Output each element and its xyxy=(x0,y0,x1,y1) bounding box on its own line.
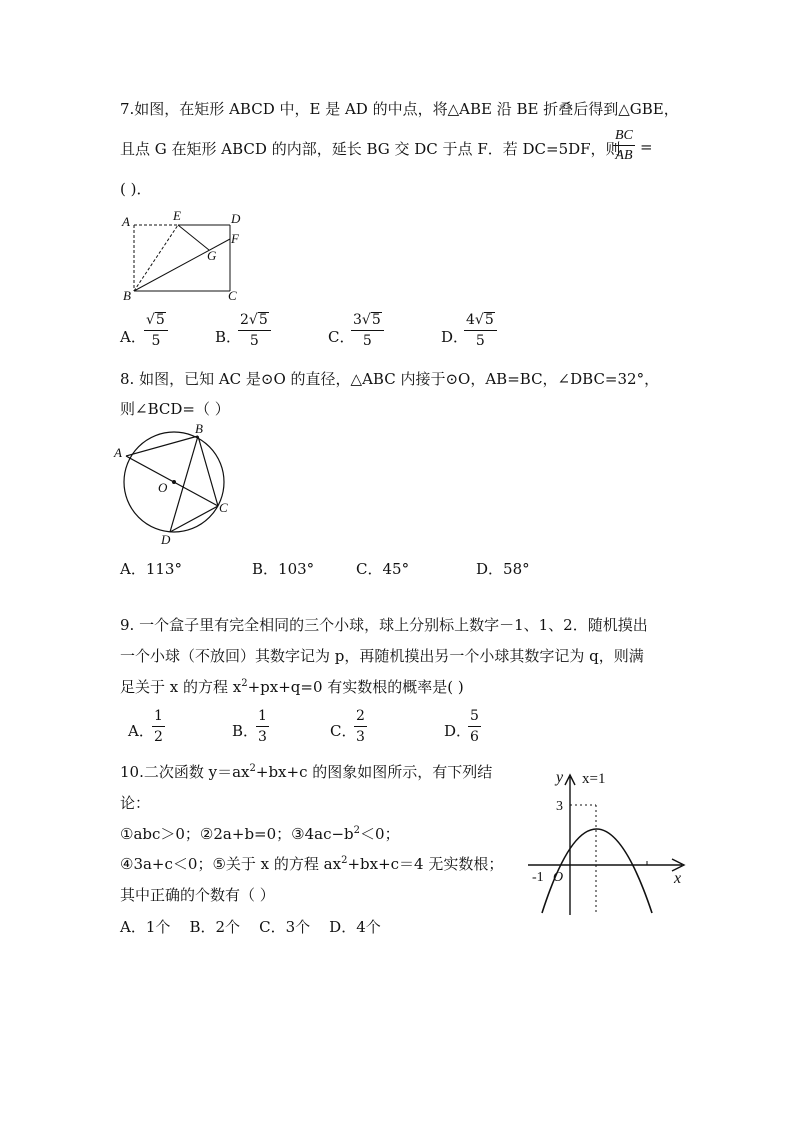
q8-line1: 8. 如图，已知 AC 是⊙O 的直径，△ABC 内接于⊙O，AB=BC，∠DBC=32°， xyxy=(120,370,660,388)
q7-b-den: 5 xyxy=(249,333,259,349)
q9-line1: 9. 一个盒子里有完全相同的三个小球，球上分别标上数字－1、1、2．随机摸出 xyxy=(120,616,648,634)
q8-line-AC xyxy=(126,456,218,506)
q9-option-a-label: A． xyxy=(128,722,154,740)
q7-b-coef: 2 xyxy=(240,312,249,328)
q9-line3-sup: 2 xyxy=(241,678,248,689)
q7-label-D: D xyxy=(231,211,241,226)
q7-option-a-value: $\frac{√5}{5}$ xyxy=(144,312,168,350)
q8-center-dot xyxy=(172,480,176,484)
q7-frac-den: AB xyxy=(615,148,633,163)
q7-a-den: 5 xyxy=(151,333,161,349)
q7-option-a-label: A． xyxy=(120,328,146,346)
q7-label-G: G xyxy=(207,248,217,263)
q7-option-c-label: C． xyxy=(328,328,355,346)
q8-label-C: C xyxy=(219,500,228,515)
q10-label-axis-eq: x=1 xyxy=(582,771,606,787)
q9-c-num: 2 xyxy=(354,708,367,727)
q10-line2: 论： xyxy=(120,794,151,812)
q9-c-den: 3 xyxy=(356,729,365,745)
q7-figure xyxy=(118,205,248,305)
q7-label-B: B xyxy=(123,288,131,303)
q8-option-d[interactable]: D．58° xyxy=(476,560,530,578)
q8-line-BC xyxy=(198,436,218,506)
q10-label-x: x xyxy=(674,870,682,887)
q9-d-num: 5 xyxy=(468,708,481,727)
q9-option-d-label: D． xyxy=(444,722,472,740)
q10-line1-sup: 2 xyxy=(249,763,256,774)
q8-option-c[interactable]: C．45° xyxy=(356,560,410,578)
q10-line1-a: 10.二次函数 y＝ax xyxy=(120,763,250,781)
q9-a-den: 2 xyxy=(154,729,163,745)
q7-a-radicand: 5 xyxy=(155,312,165,328)
q9-b-den: 3 xyxy=(258,729,267,745)
q8-label-O: O xyxy=(158,480,168,495)
q9-option-b-label: B． xyxy=(232,722,259,740)
q7-line-BE xyxy=(134,225,178,291)
q9-line3-b: +px+q=0 有实数根的概率是( ) xyxy=(247,678,464,696)
q10-label-origin: O xyxy=(553,870,564,885)
q7-line2-text: 且点 G 在矩形 ABCD 的内部，延长 BG 交 DC 于点 F．若 DC=5DF，则 xyxy=(120,140,621,158)
q7-equals: = xyxy=(640,138,653,156)
q7-line2 xyxy=(120,138,621,159)
q7-option-b-value: $\frac{2√5}{5}$ xyxy=(238,312,271,350)
q7-label-E: E xyxy=(173,208,181,223)
q7-c-den: 5 xyxy=(362,333,372,349)
q9-option-d-value xyxy=(468,708,481,746)
q7-d-coef: 4 xyxy=(466,312,475,328)
q10-label-y: y xyxy=(556,769,564,786)
q8-label-A: A xyxy=(114,445,122,460)
q9-option-c-label: C． xyxy=(330,722,357,740)
q10-options[interactable]: A．1个 B．2个 C．3个 D．4个 xyxy=(120,918,381,936)
q7-label-F: F xyxy=(231,231,239,246)
q10-line3 xyxy=(120,823,400,844)
q7-option-d-label: D． xyxy=(441,328,469,346)
q10-graph xyxy=(522,765,692,917)
q8-figure xyxy=(112,420,242,550)
q7-line3: ( )． xyxy=(120,180,152,198)
q9-line2: 一个小球（不放回）其数字记为 p，再随机摸出另一个小球其数字记为 q，则满 xyxy=(120,647,644,665)
q10-line3-sup: 2 xyxy=(353,825,361,836)
q7-label-A: A xyxy=(122,214,130,229)
q8-option-a[interactable]: A．113° xyxy=(120,560,182,578)
q7-line-EG xyxy=(178,225,209,250)
q10-line3-b: ＜0； xyxy=(360,825,400,843)
q10-line4 xyxy=(120,853,503,874)
q9-line3 xyxy=(120,676,464,697)
q8-label-B: B xyxy=(195,421,203,436)
q10-line1 xyxy=(120,761,492,782)
q7-option-c-value: $\frac{3√5}{5}$ xyxy=(351,312,384,350)
q8-option-b[interactable]: B．103° xyxy=(252,560,315,578)
q8-line2: 则∠BCD=（ ） xyxy=(120,400,230,418)
q10-line4-a: ④3a+c＜0；⑤关于 x 的方程 ax xyxy=(120,855,342,873)
q7-frac-num: BC xyxy=(613,127,635,146)
q9-d-den: 6 xyxy=(470,729,479,745)
q9-b-num: 1 xyxy=(256,708,269,727)
q10-label-three: 3 xyxy=(556,799,563,814)
q7-label-C: C xyxy=(228,288,237,303)
q8-line-AB xyxy=(126,436,198,456)
q9-a-num: 1 xyxy=(152,708,165,727)
q7-fraction xyxy=(613,127,635,165)
q7-c-coef: 3 xyxy=(353,312,362,328)
q7-option-d-value: $\frac{4√5}{5}$ xyxy=(464,312,497,350)
q7-line1: 7.如图，在矩形 ABCD 中，E 是 AD 的中点，将△ABE 沿 BE 折叠后得到△GBE， xyxy=(120,100,679,118)
q7-option-b-label: B． xyxy=(215,328,242,346)
q10-line5: 其中正确的个数有（ ） xyxy=(120,886,275,904)
q9-option-c-value xyxy=(354,708,367,746)
q7-b-radicand: 5 xyxy=(258,312,268,328)
q8-line-BD xyxy=(170,436,198,532)
q9-option-b-value xyxy=(256,708,269,746)
q8-label-D: D xyxy=(161,532,171,547)
q7-d-den: 5 xyxy=(475,333,485,349)
q9-line3-a: 足关于 x 的方程 x xyxy=(120,678,242,696)
q10-label-minus-one: -1 xyxy=(532,870,544,885)
q10-line4-b: +bx+c＝4 无实数根； xyxy=(347,855,504,873)
q10-line3-a: ①abc＞0；②2a+b=0；③4ac−b xyxy=(120,825,354,843)
q7-d-radicand: 5 xyxy=(484,312,494,328)
q10-line4-sup: 2 xyxy=(341,855,348,866)
q7-line-BF xyxy=(134,239,230,291)
q7-c-radicand: 5 xyxy=(371,312,381,328)
q9-option-a-value xyxy=(152,708,165,746)
q10-line1-b: +bx+c 的图象如图所示，有下列结 xyxy=(255,763,493,781)
